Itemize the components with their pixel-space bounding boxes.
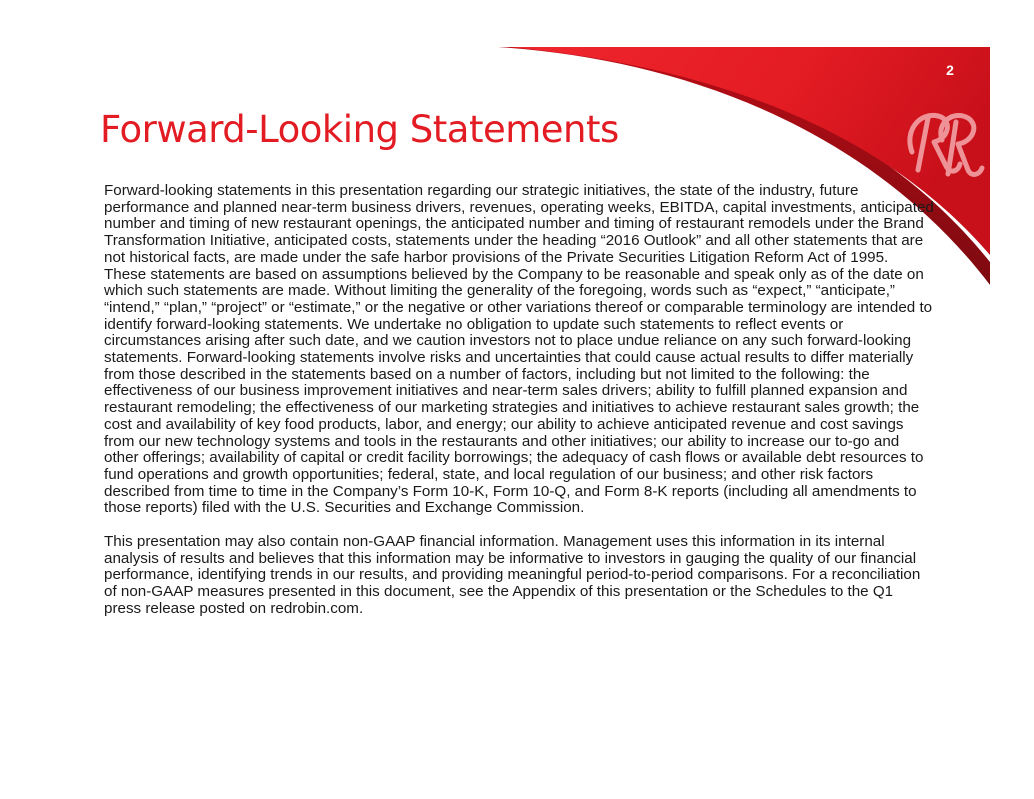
red-robin-rr-logo-icon <box>898 100 988 186</box>
forward-looking-paragraph: Forward-looking statements in this presentation regarding our strategic initiatives, the state of the industry, future performance and planned near-term business drivers, revenues, operating weeks, EBITDA, capital investments, anticipated number and timing of new restaurant openings, the anticipated number and timing of restaurant remodels under the Brand Transformation Initiative, anticipated costs, statements under the heading “2016 Outlook” and all other statements that are not historical facts, are made under the safe harbor provisions of the Private Securities Litigation Reform Act of 1995. These statements are based on assumptions believed by the Company to be reasonable and speak only as of the date on which such statements are made. Without limiting the generality of the foregoing, words such as “expect,” “anticipate,” “intend,” “plan,” “project” or “estimate,” or the negative or other variations thereof or comparable terminology are intended to identify forward-looking statements. We undertake no obligation to update such statements to reflect events or circumstances arising after such date, and we caution investors not to place undue reliance on any such forward-looking statements. Forward-looking statements involve risks and uncertainties that could cause actual results to differ materially from those described in the statements based on a number of factors, including but not limited to the following: the effectiveness of our business improvement initiatives and near-term sales drivers; ability to fulfill planned expansion and restaurant remodeling; the effectiveness of our marketing strategies and initiatives to achieve restaurant sales growth; the cost and availability of key food products, labor, and energy; our ability to achieve anticipated revenue and cost savings from our new technology systems and tools in the restaurants and other initiatives; our ability to increase our to-go and other offerings; availability of capital or credit facility borrowings; the adequacy of cash flows or available debt resources to fund operations and growth opportunities; federal, state, and local regulation of our business; and other risk factors described from time to time in the Company’s Form 10-K, Form 10-Q, and Form 8-K reports (including all amendments to those reports) filed with the U.S. Securities and Exchange Commission. <box>104 182 934 517</box>
disclaimer-body <box>104 183 934 618</box>
page-number: 2 <box>946 62 954 78</box>
non-gaap-paragraph: This presentation may also contain non-GAAP financial information. Management uses this information in its internal analysis of results and believes that this information may be informative to investors in gauging the quality of our financial performance, identifying trends in our results, and providing meaningful period-to-period comparisons. For a reconciliation of non-GAAP measures presented in this document, see the Appendix of this presentation or the Schedules to the Q1 press release posted on redrobin.com. <box>104 533 921 617</box>
page-title: Forward-Looking Statements <box>100 108 619 151</box>
